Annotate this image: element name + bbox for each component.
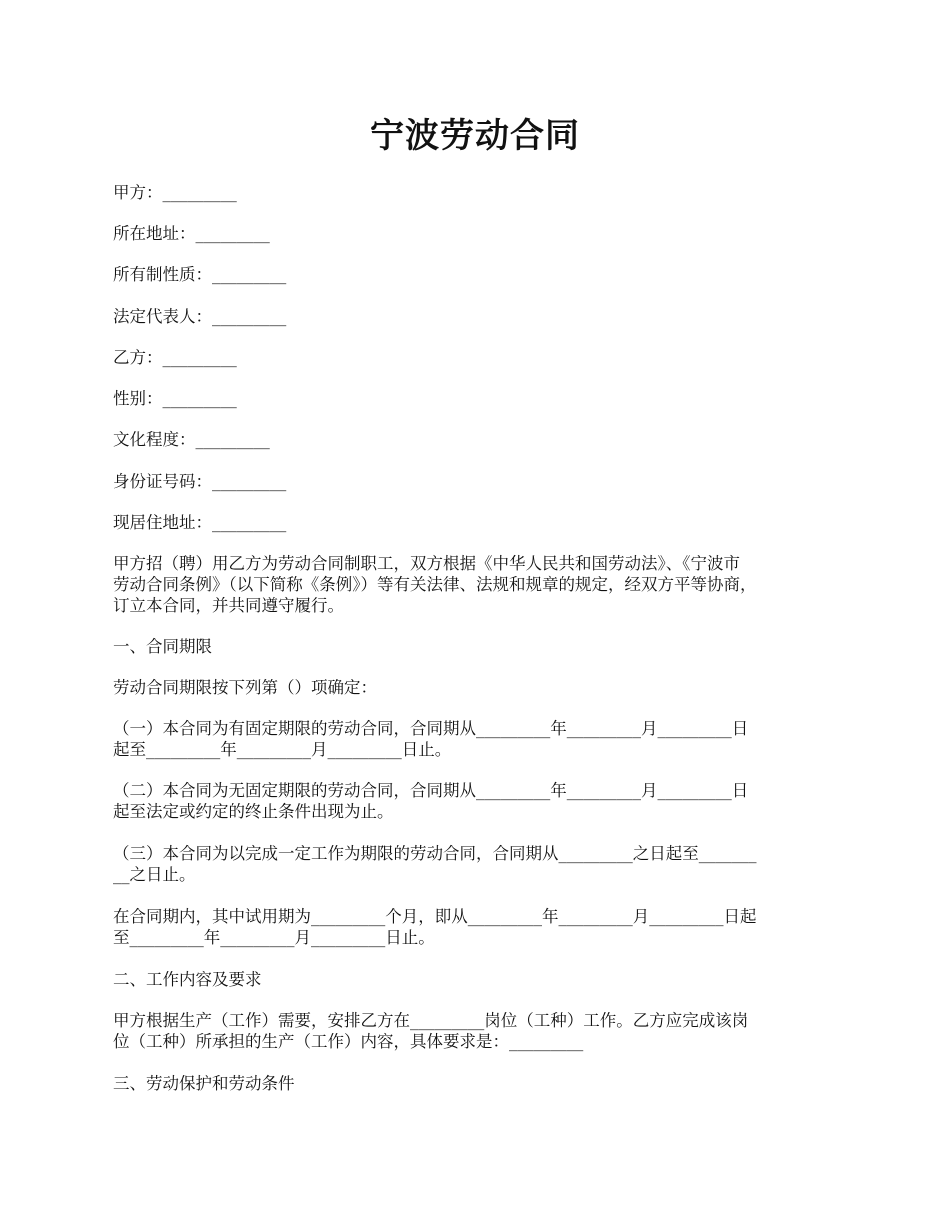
item-line: （三）本合同为以完成一定工作为期限的劳动合同，合同期从_________之日起至_______ [113,844,757,863]
probation-paragraph [113,906,848,948]
field-ownership: 所有制性质：_________ [113,265,287,284]
field-residence: 现居住地址：_________ [113,513,287,532]
intro-line: 甲方招（聘）用乙方为劳动合同制职工，双方根据《中华人民共和国劳动法》、《宁波市 [113,554,740,573]
item-line: 起至法定或约定的终止条件出现为止。 [113,802,394,821]
field-address: 所在地址：_________ [113,224,270,243]
field-gender: 性别：_________ [113,389,237,408]
item-line: __之日止。 [113,865,196,884]
document-title: 宁波劳动合同 [370,116,580,156]
field-education: 文化程度：_________ [113,430,270,449]
item-line: （一）本合同为有固定期限的劳动合同，合同期从_________年_________月_________日 [113,719,749,738]
intro-line: 订立本合同，并共同遵守履行。 [113,596,344,615]
section-2-line: 位（工种）所承担的生产（工作）内容，具体要求是：_________ [113,1032,584,1051]
section-1-item-3 [113,843,848,885]
intro-line: 劳动合同条例》（以下简称《条例》）等有关法律、法规和规章的规定，经双方平等协商， [113,575,757,594]
section-3-heading: 三、劳动保护和劳动条件 [113,1074,295,1093]
field-party-a: 甲方：_________ [113,183,237,202]
section-1-lead: 劳动合同期限按下列第（）项确定： [113,678,377,697]
section-2-line: 甲方根据生产（工作）需要，安排乙方在_________岗位（工种）工作。乙方应完成该岗 [113,1011,749,1030]
intro-paragraph [113,553,848,616]
section-1-item-2 [113,780,848,822]
probation-line: 至_________年_________月_________日止。 [113,928,435,947]
section-1-item-1 [113,718,848,760]
probation-line: 在合同期内，其中试用期为_________个月，即从_________年_________月_________日起 [113,907,757,926]
field-legal-representative: 法定代表人：_________ [113,307,287,326]
section-2-heading: 二、工作内容及要求 [113,970,262,989]
section-1-heading: 一、合同期限 [113,637,212,656]
field-id-number: 身份证号码：_________ [113,472,287,491]
item-line: （二）本合同为无固定期限的劳动合同，合同期从_________年_________月_________日 [113,781,749,800]
field-party-b: 乙方：_________ [113,348,237,367]
item-line: 起至_________年_________月_________日止。 [113,740,452,759]
section-2-body [113,1010,848,1052]
